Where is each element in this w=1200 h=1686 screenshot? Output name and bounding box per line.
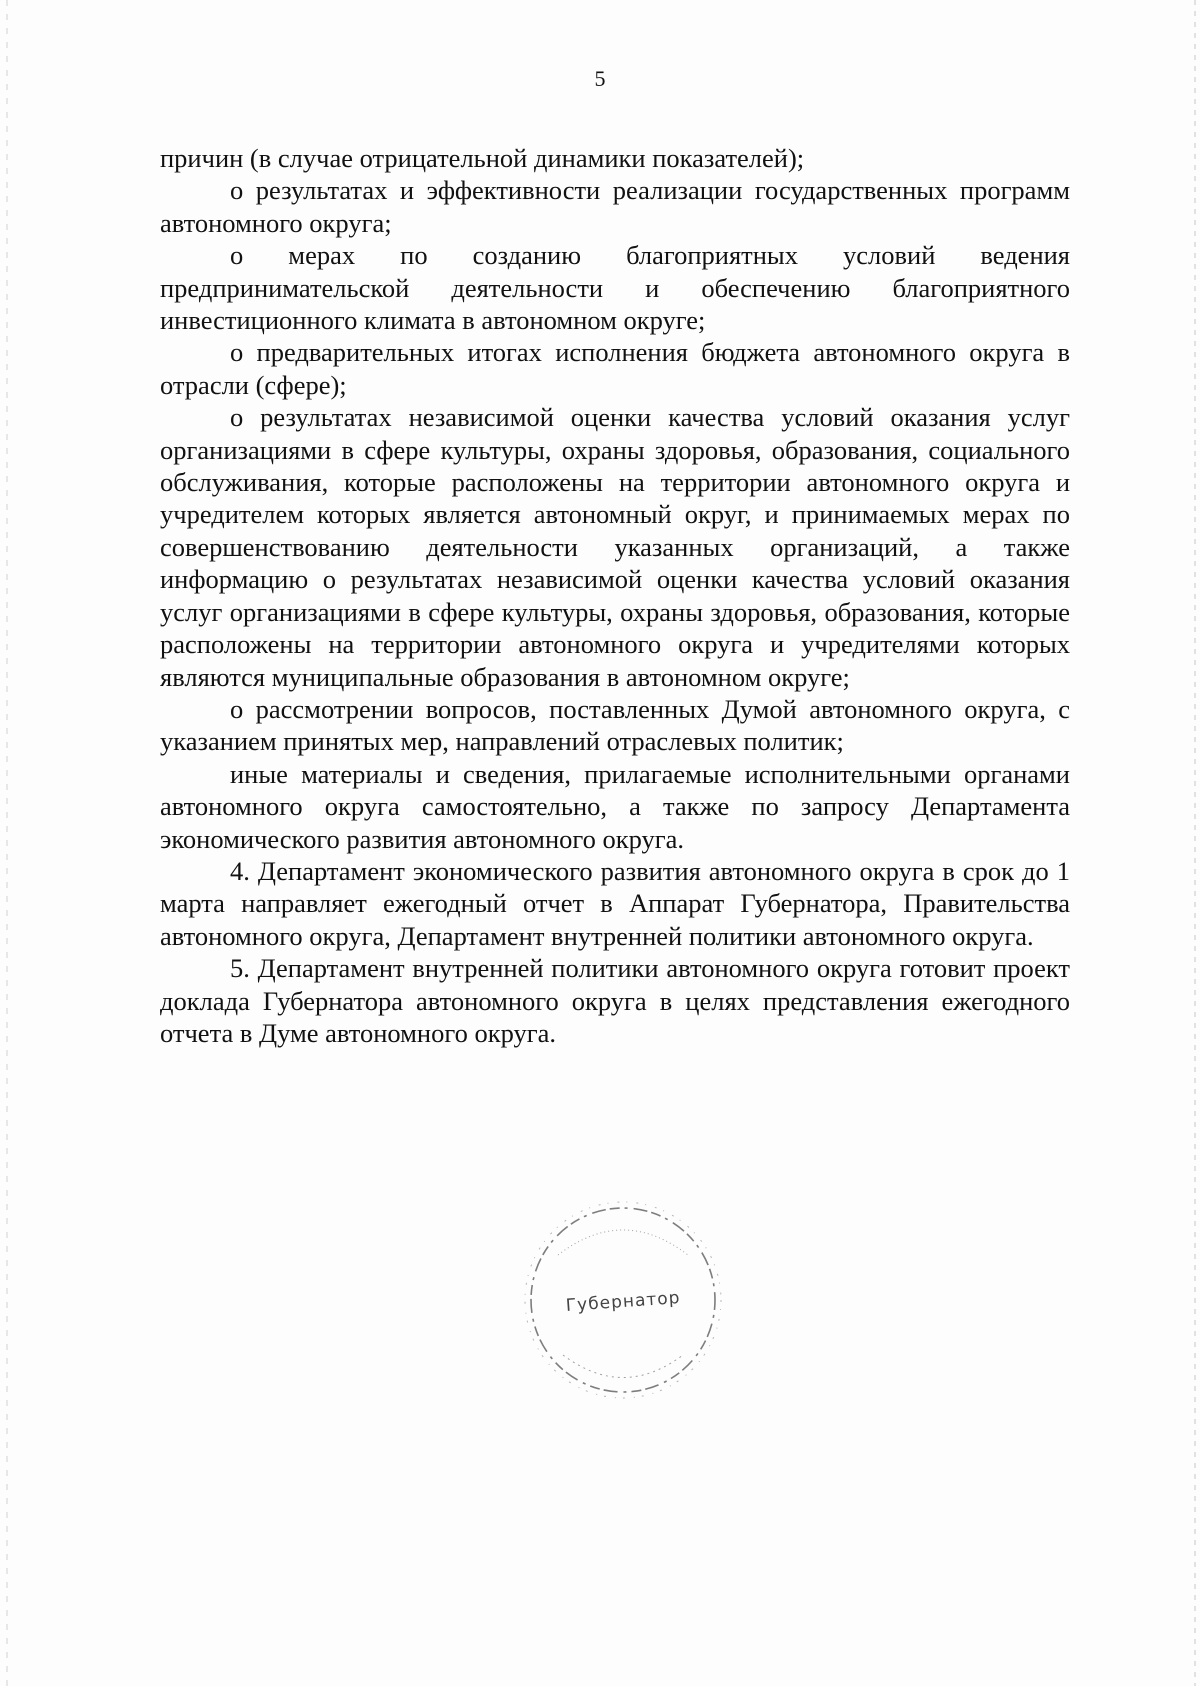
paragraph-1: причин (в случае отрицательной динамики показателей); bbox=[160, 143, 805, 173]
page-number: 5 bbox=[594, 66, 606, 91]
scan-edge-left bbox=[6, 0, 8, 1686]
paragraph-8: 4. Департамент экономического развития автономного округа в срок до 1 марта направляет ежегодный отчет в Аппарат Губернатора, Правительства автономного округа, Департамент внутренней политики автономного округа. bbox=[160, 855, 1070, 951]
paragraph-7: иные материалы и сведения, прилагаемые исполнительными органами автономного округа самостоятельно, а также по запросу Департамента экономического развития автономного округа. bbox=[160, 758, 1070, 854]
paragraph-6: о рассмотрении вопросов, поставленных Думой автономного округа, с указанием принятых мер, направлений отраслевых политик; bbox=[160, 693, 1070, 757]
document-body bbox=[160, 142, 1070, 1049]
paragraph-4: о предварительных итогах исполнения бюджета автономного округа в отрасли (сфере); bbox=[160, 337, 1070, 400]
paragraph-3: о мерах по созданию благоприятных условий ведения предпринимательской деятельности и обеспечению благоприятного инвестиционного климата в автономном округе; bbox=[160, 240, 1070, 336]
stamp-seal-icon bbox=[518, 1195, 728, 1405]
paragraph-9: 5. Департамент внутренней политики автономного округа готовит проект доклада Губернатора автономного округа в целях представления ежегодного отчета в Думе автономного округа. bbox=[160, 953, 1070, 1048]
paragraph-2: о результатах и эффективности реализации государственных программ автономного округа; bbox=[160, 175, 1070, 238]
paragraph-5: о результатах независимой оценки качества условий оказания услуг организациями в сфере культуры, охраны здоровья, образования, социального обслуживания, которые расположены на территории автономного округа и учредителем которых является автономный округ, и принимаемых мерах по совершенствованию деятельности указанных организаций, а также информацию о результатах независимой оценки качества условий оказания услуг организациями в сфере культуры, охраны здоровья, образования, которые расположены на территории автономного округа и учредителями которых являются муниципальные образования в автономном округе; bbox=[160, 402, 1070, 692]
scan-edge-right bbox=[1194, 0, 1196, 1686]
governor-stamp bbox=[518, 1195, 728, 1405]
stamp-label: Губернатор bbox=[565, 1288, 682, 1316]
